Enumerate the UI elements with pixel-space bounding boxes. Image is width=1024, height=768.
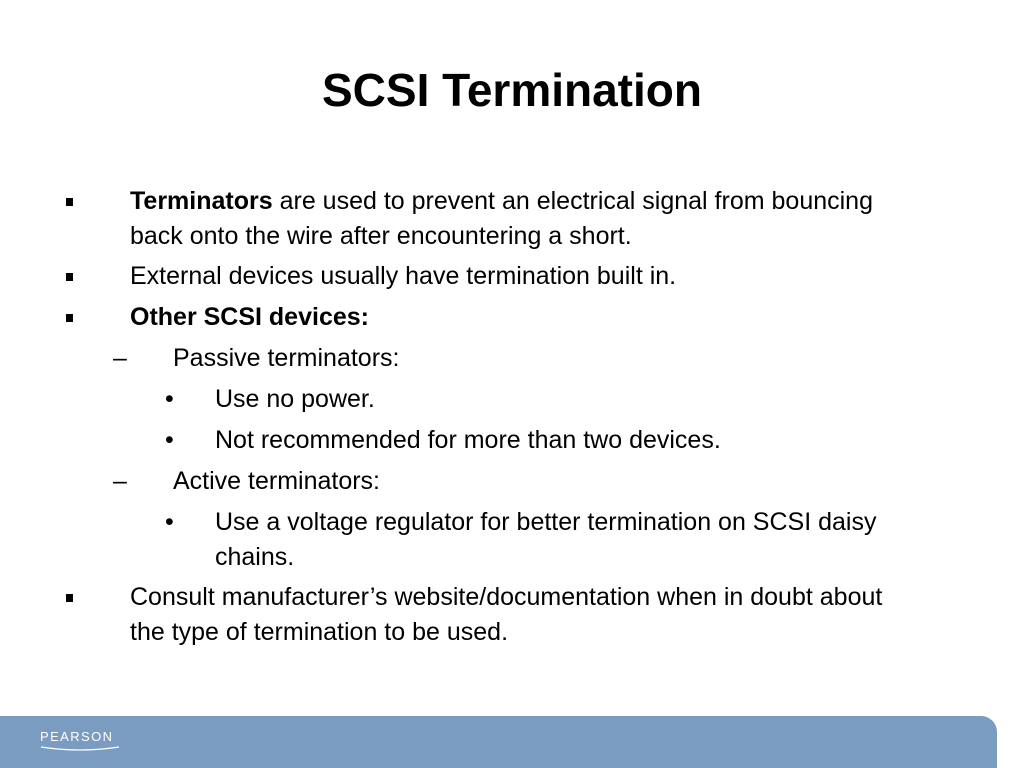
- bullet-text-body: Consult manufacturer’s website/documentation when in doubt about the type of termination to be used.: [130, 583, 883, 646]
- sub-bullet-passive-terminators: [113, 341, 893, 376]
- dot-bullet-icon: •: [165, 508, 174, 536]
- bullet-text-body: Use no power.: [215, 385, 375, 413]
- square-bullet-icon: [66, 273, 73, 281]
- bullet-consult-manufacturer: [66, 580, 916, 650]
- pearson-logo: [40, 729, 120, 755]
- square-bullet-icon: [66, 594, 73, 602]
- sub-sub-bullet-no-power: [165, 382, 895, 417]
- bullet-text-body: External devices usually have termination built in.: [130, 262, 677, 290]
- bullet-text-body: Not recommended for more than two devices.: [215, 426, 721, 454]
- bullet-terminators: [66, 184, 886, 254]
- bullet-external-devices: [66, 259, 886, 294]
- bullet-text-body: Use a voltage regulator for better termination on SCSI daisy chains.: [215, 508, 877, 571]
- square-bullet-icon: [66, 198, 73, 206]
- logo-swoosh-icon: [40, 744, 120, 754]
- dot-bullet-icon: •: [165, 426, 174, 454]
- sub-bullet-active-terminators: [113, 464, 893, 499]
- footer-band: [0, 716, 997, 768]
- bullet-text-body: Passive terminators:: [173, 344, 400, 372]
- bullet-text-body: are used to prevent an electrical signal from bouncing back onto the wire after encountering a short.: [130, 187, 873, 250]
- bullet-text: [130, 184, 886, 254]
- bold-term: Other SCSI devices:: [130, 303, 369, 331]
- bullet-other-scsi-devices: [66, 300, 886, 335]
- dash-bullet-icon: –: [113, 344, 127, 372]
- bold-term: Terminators: [130, 187, 273, 215]
- footer-corner: [997, 716, 1024, 768]
- sub-sub-bullet-voltage-regulator: [165, 505, 905, 575]
- dash-bullet-icon: –: [113, 467, 127, 495]
- logo-wordmark: PEARSON: [40, 729, 114, 744]
- square-bullet-icon: [66, 314, 73, 322]
- slide-title: SCSI Termination: [322, 64, 702, 116]
- sub-sub-bullet-not-recommended: [165, 423, 895, 458]
- bullet-text-body: Active terminators:: [173, 467, 381, 495]
- dot-bullet-icon: •: [165, 385, 174, 413]
